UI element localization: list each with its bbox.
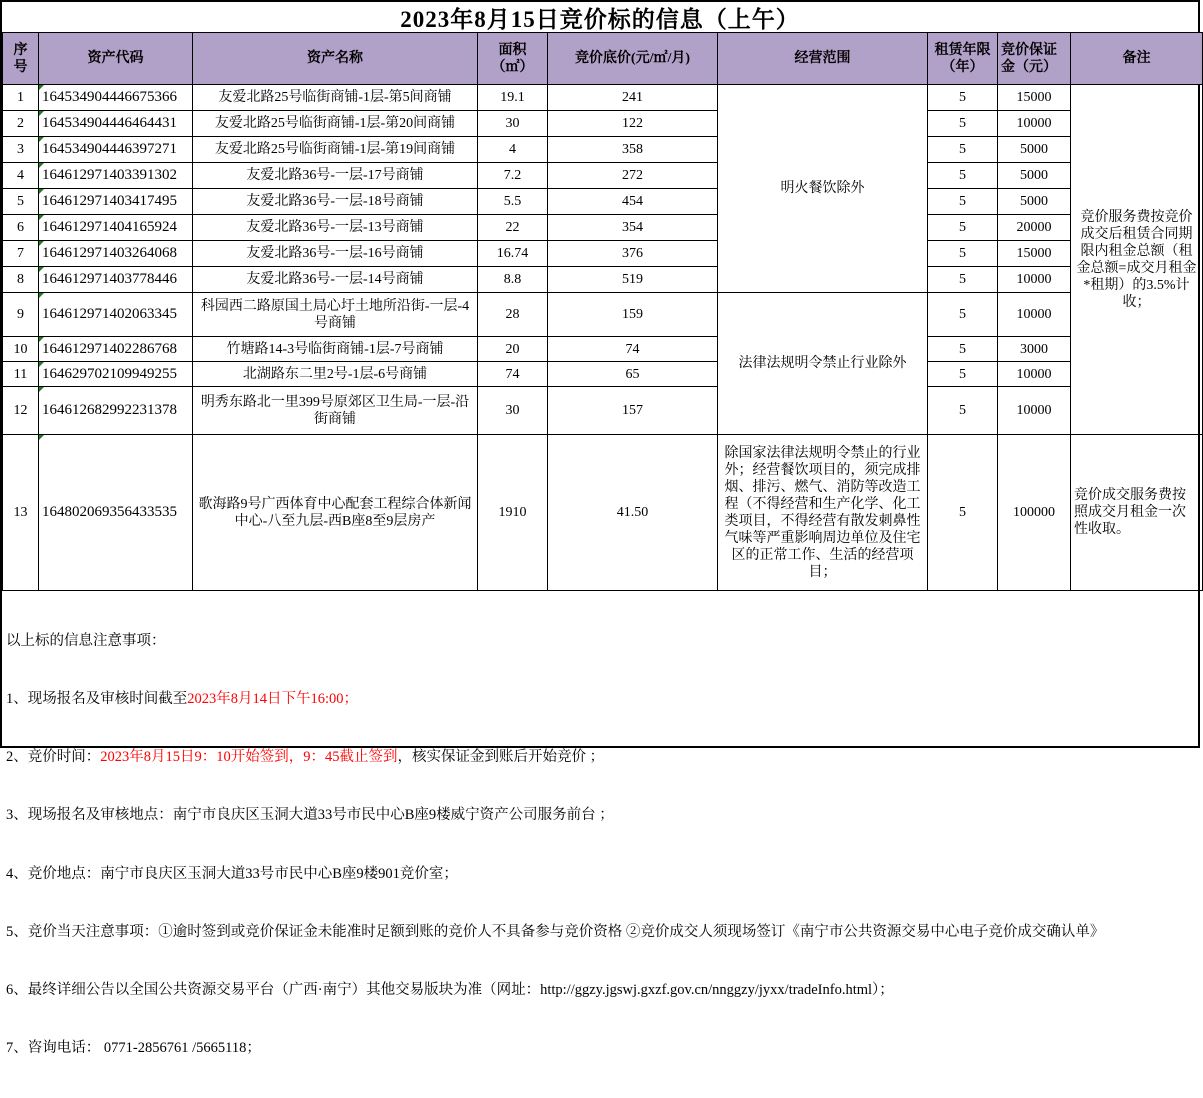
cell-deposit: 5000 (998, 137, 1071, 163)
note-line-6: 6、最终详细公告以全国公共资源交易平台（广西·南宁）其他交易版块为准（网址：http://ggzy.jgswj.gxzf.gov.cn/nnggzy/jyxx/tradeInfo.html）； (6, 982, 894, 999)
col-header-remark: 备注 (1071, 33, 1203, 85)
cell-years: 5 (928, 215, 998, 241)
cell-code: 164612971402063345 (39, 293, 193, 337)
col-header-price: 竞价底价(元/㎡/月) (548, 33, 718, 85)
table-row (3, 137, 1203, 163)
cell-code: 164534904446464431 (39, 111, 193, 137)
cell-no: 9 (3, 293, 39, 337)
page-title: 2023年8月15日竞价标的信息（上午） (400, 6, 800, 32)
cell-deposit: 20000 (998, 215, 1071, 241)
cell-name: 友爱北路36号-一层-14号商铺 (193, 267, 478, 293)
note-2-text: 2、竞价时间： (6, 749, 101, 766)
table-row (3, 435, 1203, 591)
cell-no: 2 (3, 111, 39, 137)
cell-no: 8 (3, 267, 39, 293)
cell-price: 358 (548, 137, 718, 163)
table-row (3, 241, 1203, 267)
cell-years: 5 (928, 85, 998, 111)
cell-code: 164612971403264068 (39, 241, 193, 267)
cell-years: 5 (928, 163, 998, 189)
cell-years: 5 (928, 267, 998, 293)
cell-area: 20 (478, 337, 548, 362)
note-line-7: 7、咨询电话： 0771-2856761 /5665118； (6, 1040, 261, 1057)
cell-name: 竹塘路14-3号临街商铺-1层-7号商铺 (193, 337, 478, 362)
col-header-name: 资产名称 (193, 33, 478, 85)
cell-code: 164612971404165924 (39, 215, 193, 241)
cell-name: 友爱北路36号-一层-18号商铺 (193, 189, 478, 215)
table-row (3, 337, 1203, 362)
cell-price: 454 (548, 189, 718, 215)
table-row (3, 163, 1203, 189)
cell-code: 164612971403391302 (39, 163, 193, 189)
cell-area: 7.2 (478, 163, 548, 189)
cell-area: 8.8 (478, 267, 548, 293)
cell-no: 10 (3, 337, 39, 362)
cell-code: 164629702109949255 (39, 362, 193, 387)
auction-table (2, 32, 1203, 591)
cell-no: 4 (3, 163, 39, 189)
cell-price: 159 (548, 293, 718, 337)
cell-deposit: 15000 (998, 85, 1071, 111)
table-row (3, 267, 1203, 293)
col-header-no: 序 号 (3, 33, 39, 85)
cell-remark-merged-1-12: 竞价服务费按竞价成交后租赁合同期限内租金总额（租金总额=成交月租金*租期）的3.5%计收； (1071, 85, 1203, 435)
cell-years: 5 (928, 111, 998, 137)
cell-code: 164534904446675366 (39, 85, 193, 111)
cell-code: 164612971403417495 (39, 189, 193, 215)
cell-no: 1 (3, 85, 39, 111)
cell-price: 519 (548, 267, 718, 293)
note-line-3: 3、现场报名及审核地点：南宁市良庆区玉洞大道33号市民中心B座9楼威宁资产公司服务前台 ； (6, 807, 614, 824)
cell-no: 6 (3, 215, 39, 241)
cell-deposit: 3000 (998, 337, 1071, 362)
cell-name: 北湖路东二里2号-1层-6号商铺 (193, 362, 478, 387)
table-row (3, 362, 1203, 387)
cell-no: 5 (3, 189, 39, 215)
cell-name: 友爱北路25号临街商铺-1层-第19间商铺 (193, 137, 478, 163)
cell-name: 科园西二路原国土局心圩土地所沿街-一层-4号商铺 (193, 293, 478, 337)
cell-code: 164612971403778446 (39, 267, 193, 293)
cell-deposit: 5000 (998, 189, 1071, 215)
col-header-years: 租赁年限 （年） (928, 33, 998, 85)
cell-years: 5 (928, 137, 998, 163)
cell-area: 4 (478, 137, 548, 163)
cell-price: 272 (548, 163, 718, 189)
cell-name: 歌海路9号广西体育中心配套工程综合体新闻中心-八至九层-西B座8至9层房产 (193, 435, 478, 591)
cell-code: 164612682992231378 (39, 387, 193, 435)
table-row (3, 85, 1203, 111)
note-1-text: 1、现场报名及审核时间截至 (6, 691, 188, 708)
cell-name: 明秀东路北一里399号原郊区卫生局-一层-沿街商铺 (193, 387, 478, 435)
cell-years: 5 (928, 189, 998, 215)
cell-years: 5 (928, 241, 998, 267)
col-header-code: 资产代码 (39, 33, 193, 85)
table-row (3, 387, 1203, 435)
cell-name: 友爱北路36号-一层-16号商铺 (193, 241, 478, 267)
cell-area: 1910 (478, 435, 548, 591)
cell-area: 74 (478, 362, 548, 387)
cell-years: 5 (928, 435, 998, 591)
table-row (3, 111, 1203, 137)
note-line-2 (6, 748, 1194, 767)
col-header-area: 面积 （㎡） (478, 33, 548, 85)
cell-years: 5 (928, 337, 998, 362)
note-2-tail: ，核实保证金到账后开始竞价 ； (397, 749, 605, 766)
cell-scope-merged-9-12: 法律法规明令禁止行业除外 (718, 293, 928, 435)
cell-years: 5 (928, 362, 998, 387)
cell-code: 164802069356433535 (39, 435, 193, 591)
cell-deposit: 15000 (998, 241, 1071, 267)
cell-name: 友爱北路36号-一层-13号商铺 (193, 215, 478, 241)
note-1-deadline-red: 2023年8月14日下午16:00； (187, 691, 359, 708)
notes-section (2, 591, 1198, 1057)
cell-name: 友爱北路36号-一层-17号商铺 (193, 163, 478, 189)
col-header-deposit: 竞价保证 金（元） (998, 33, 1071, 85)
cell-area: 30 (478, 111, 548, 137)
cell-name: 友爱北路25号临街商铺-1层-第5间商铺 (193, 85, 478, 111)
cell-area: 19.1 (478, 85, 548, 111)
cell-deposit: 10000 (998, 267, 1071, 293)
note-line-4: 4、竞价地点：南宁市良庆区玉洞大道33号市民中心B座9楼901竞价室； (6, 865, 458, 882)
cell-years: 5 (928, 387, 998, 435)
cell-deposit: 10000 (998, 362, 1071, 387)
cell-price: 157 (548, 387, 718, 435)
cell-deposit: 10000 (998, 111, 1071, 137)
cell-area: 28 (478, 293, 548, 337)
cell-area: 5.5 (478, 189, 548, 215)
cell-price: 74 (548, 337, 718, 362)
notes-heading: 以上标的信息注意事项： (6, 632, 166, 649)
note-line-1 (6, 690, 1194, 709)
cell-no: 7 (3, 241, 39, 267)
cell-price: 241 (548, 85, 718, 111)
cell-deposit: 100000 (998, 435, 1071, 591)
cell-no: 11 (3, 362, 39, 387)
col-header-scope: 经营范围 (718, 33, 928, 85)
cell-deposit: 10000 (998, 387, 1071, 435)
cell-no: 13 (3, 435, 39, 591)
cell-price: 376 (548, 241, 718, 267)
cell-price: 122 (548, 111, 718, 137)
cell-scope-merged-1-8: 明火餐饮除外 (718, 85, 928, 293)
cell-price: 65 (548, 362, 718, 387)
cell-remark-13: 竞价成交服务费按照成交月租金一次性收取。 (1071, 435, 1203, 591)
note-line-5: 5、竞价当天注意事项：①逾时签到或竞价保证金未能准时足额到账的竞价人不具备参与竞价资格 ②竞价成交人须现场签订《南宁市公共资源交易中心电子竞价成交确认单》 (6, 923, 1105, 940)
cell-code: 164534904446397271 (39, 137, 193, 163)
table-row (3, 215, 1203, 241)
table-row (3, 189, 1203, 215)
cell-no: 3 (3, 137, 39, 163)
cell-name: 友爱北路25号临街商铺-1层-第20间商铺 (193, 111, 478, 137)
cell-no: 12 (3, 387, 39, 435)
cell-deposit: 5000 (998, 163, 1071, 189)
cell-area: 22 (478, 215, 548, 241)
cell-scope-13: 除国家法律法规明令禁止的行业外；经营餐饮项目的，须完成排烟、排污、燃气、消防等改造工程（不得经营和生产化学、化工类项目，不得经营有散发刺鼻性气味等严重影响周边单位及住宅区的正常工作、生活的经营项目； (718, 435, 928, 591)
cell-area: 16.74 (478, 241, 548, 267)
cell-years: 5 (928, 293, 998, 337)
note-2-time-red: 2023年8月15日9：10开始签到，9：45截止签到 (100, 749, 398, 766)
cell-area: 30 (478, 387, 548, 435)
header-row (3, 33, 1203, 85)
cell-price: 354 (548, 215, 718, 241)
table-row (3, 293, 1203, 337)
cell-code: 164612971402286768 (39, 337, 193, 362)
cell-price: 41.50 (548, 435, 718, 591)
cell-deposit: 10000 (998, 293, 1071, 337)
